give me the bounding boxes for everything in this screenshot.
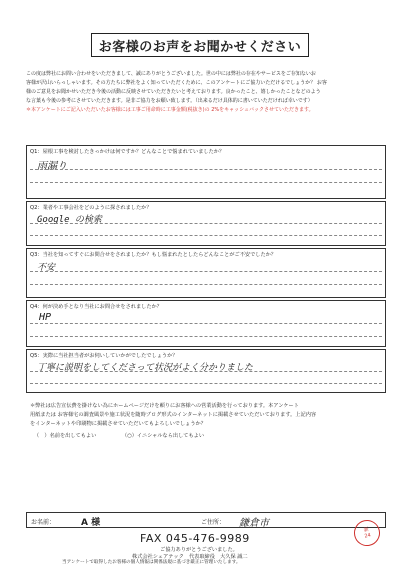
question-box-q5 <box>26 349 386 393</box>
answer-line <box>30 284 382 285</box>
answer-line <box>30 383 382 384</box>
question-box-q2 <box>26 201 386 246</box>
intro-line: な言葉も今後の参考にさせていただきます。是非ご協力をお願い致します。（出来るだけ具体的に書いていただければ幸いです） <box>26 98 313 104</box>
answer-line <box>30 169 382 170</box>
name-value: A 様 <box>81 518 101 528</box>
question-label: Q5：実際に当社担当者がお伺いしていかがでしたでしょうか？ <box>30 353 178 359</box>
question-label: Q4：何が決め手となり当社にお問合せをされましたか？ <box>30 304 162 310</box>
question-box-q3 <box>26 248 386 298</box>
question-label: Q1：屋根工事を検討したきっかけは何ですか？どんなことで悩まれていましたか？ <box>30 149 225 155</box>
page-title: お客様のお声をお聞かせください <box>91 33 309 57</box>
option-name-ok[interactable]: （ ）名前を出してもよい <box>34 433 97 439</box>
answer-line <box>30 223 382 224</box>
address-handwriting: 鎌倉市 <box>239 518 269 529</box>
publication-note-line: 用紙または お客様宅の調査風景や施工状況を随時ブログ形式のインターネットに掲載させていただいております。上記内容 <box>30 412 317 418</box>
address-label: ご住所： <box>201 519 226 526</box>
intro-line: 客様が沢山いらっしゃいます。その方たちに弊社をよく知っていただくために、このアンケートにご協力いただけるでしょうか？ お客 <box>26 80 327 86</box>
intro-line: この度は弊社にお問い合わせをいただきまして、誠にありがとうございました。世の中には弊社の存在やサービスをご存知ないお <box>26 71 316 77</box>
answer-line <box>30 182 382 183</box>
answer-handwriting: HP <box>39 312 52 323</box>
publication-note-line: をインターネットや印刷物に掲載させていただいてもよろしいでしょうか？ <box>30 421 206 427</box>
answer-handwriting: 丁寧に説明をしてくださって状況がよく分かりました <box>37 363 254 373</box>
answer-line <box>30 235 382 236</box>
answer-handwriting: 雨漏り <box>37 161 67 172</box>
option-initials-ok[interactable]: （○）イニシャルなら出してもよい <box>122 433 205 439</box>
question-box-q4 <box>26 300 386 347</box>
answer-line <box>30 371 382 372</box>
intro-line: 様のご意見をお聞かせいただき今後の活動に反映させていただきたいと考えております。良かったこと、嬉しかったことなどのよう <box>26 89 321 95</box>
cashback-notice: ＊本アンケートにご記入いただいたお客様には工事ご用命時に工事金額(税抜き)の 2%をキャッシュバックさせていただきます。 <box>26 107 314 113</box>
question-label: Q3：当社を知ってすぐにお問合せをされましたか？もし悩まれたとしたらどんなことがご不安でしたか？ <box>30 252 277 258</box>
question-label: Q2：業者や工事会社をどのように探されましたか？ <box>30 205 152 211</box>
answer-line <box>30 336 382 337</box>
fax-number: FAX 045-476-9989 <box>140 532 250 545</box>
footer-company: 株式会社シェアテック 代表取締役 大久保 誠二 <box>132 554 248 560</box>
answer-handwriting: 不安 <box>37 263 56 273</box>
name-label: お名前： <box>31 519 56 526</box>
publication-note-line: ＊弊社は広告宣伝費を掛けない為にホームページだけを頼りにお客様への営業活動を行っております。本アンケート <box>30 403 299 409</box>
answer-handwriting: Google の検索 <box>37 215 102 225</box>
answer-line <box>30 271 382 272</box>
answer-line <box>30 323 382 324</box>
question-box-q1 <box>26 145 386 199</box>
reception-stamp: 新 24 <box>352 518 383 549</box>
footer-privacy: 当アンケートで取得したお客様の個人情報は関係法規に基づき厳正に管理いたします。 <box>62 560 241 565</box>
customer-info-row <box>26 512 386 528</box>
footer-thanks: ご協力ありがとうございました。 <box>160 547 238 553</box>
